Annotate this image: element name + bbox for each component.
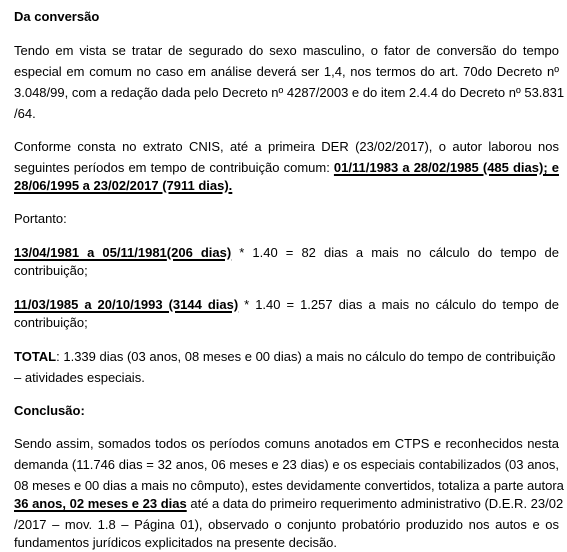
period-line: 11/03/1985 a 20/10/1993 (3144 dias) * 1.40 = 1.257 dias a mais no cálculo do tempo de <box>14 297 559 312</box>
period-line: contribuição; <box>14 263 88 278</box>
paragraph-line: /2017 – mov. 1.8 – Página 01), observado o conjunto probatório produzido nos autos e os <box>14 517 559 532</box>
paragraph-line: seguintes períodos em tempo de contribuição comum: 01/11/1983 a 28/02/1985 (485 dias); e <box>14 160 559 175</box>
paragraph-line: 36 anos, 02 meses e 23 dias até a data do primeiro requerimento administrativo (D.E.R. 23/02 <box>14 496 564 511</box>
paragraph-line: /64. <box>14 106 36 121</box>
period-line: 13/04/1981 a 05/11/1981(206 dias) * 1.40 = 82 dias a mais no cálculo do tempo de <box>14 245 559 260</box>
paragraph-line: fundamentos jurídicos explicitados na presente decisão. <box>14 535 338 550</box>
paragraph-line: demanda (11.746 dias = 32 anos, 06 meses e 23 dias) e os especiais contabilizados (03 anos, <box>14 457 559 472</box>
section-heading-conversao: Da conversão <box>14 9 100 24</box>
section-heading-conclusao: Conclusão: <box>14 403 85 418</box>
paragraph-line: Conforme consta no extrato CNIS, até a primeira DER (23/02/2017), o autor laborou nos <box>14 139 559 154</box>
paragraph-line: Tendo em vista se tratar de segurado do sexo masculino, o fator de conversão do tempo <box>14 43 559 58</box>
paragraph-line: 08 meses e 00 dias a mais no cômputo), estes devidamente convertidos, totaliza a parte autora <box>14 478 564 493</box>
portanto-label: Portanto: <box>14 211 67 226</box>
paragraph-line: especial em comum no caso em análise deverá ser 1,4, nos termos do art. 70do Decreto nº <box>14 64 559 79</box>
period-line: contribuição; <box>14 315 88 330</box>
total-line: TOTAL: 1.339 dias (03 anos, 08 meses e 00 dias) a mais no cálculo do tempo de contribuição <box>14 349 556 364</box>
paragraph-line: 28/06/1995 a 23/02/2017 (7911 dias). <box>14 178 233 193</box>
paragraph-line: 3.048/99, com a redação dada pelo Decreto nº 4287/2003 e do item 2.4.4 do Decreto nº 53.831 <box>14 85 565 100</box>
paragraph-line: Sendo assim, somados todos os períodos comuns anotados em CTPS e reconhecidos nesta <box>14 436 559 451</box>
total-line: – atividades especiais. <box>14 370 145 385</box>
